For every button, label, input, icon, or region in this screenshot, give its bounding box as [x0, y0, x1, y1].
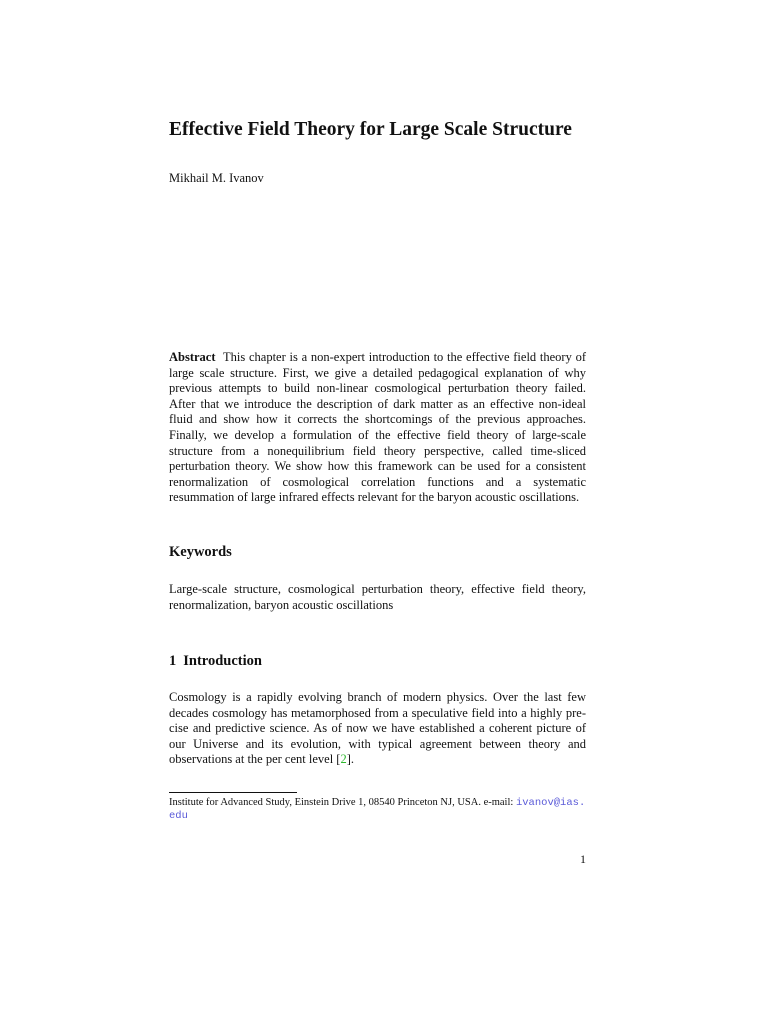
paper-title: Effective Field Theory for Large Scale Structure	[169, 119, 572, 140]
email-part-2: edu	[169, 810, 188, 822]
keywords-heading: Keywords	[169, 544, 232, 560]
introduction-text: Cosmology is a rapidly evolving branch of modern physics. Over the last few decades cosmology has metamorphosed from a speculative field into a highly precise and predictive science. As of now we have established a coherent picture of our Universe and its evolution, with typical agreement between theory and observations at the per cent level [	[169, 690, 586, 767]
citation-link[interactable]: 2	[340, 752, 347, 767]
footnote-rule	[169, 792, 297, 793]
email-part-1: ivanov@ias.	[515, 797, 586, 809]
abstract-text: This chapter is a non-expert introduction to the effective field theory of large scale structure. First, we give a detailed pedagogical explanation of why previous attempts to build non-linear cosmological perturbation theory failed. After that we introduce the description of dark matter as an effective non-ideal fluid and show how it corrects the shortcomings of the previous approaches. Finally, we develop a formulation of the effective field theory of large-scale structure from a nonequilibrium field theory perspective, called time-sliced perturbation theory. We show how this framework can be used for a consistent renormalization of cosmological correlation functions and a systematic resummation of large infrared effects relevant for the baryon acoustic oscillations.	[169, 350, 586, 505]
abstract-label: Abstract	[169, 350, 216, 364]
abstract-paragraph	[169, 350, 586, 506]
page-number: 1	[580, 852, 586, 866]
footnote-affiliation: Institute for Advanced Study, Einstein Drive 1, 08540 Princeton NJ, USA. e-mail:	[169, 797, 516, 808]
paper-page	[169, 0, 586, 1024]
introduction-text-end: ].	[346, 752, 355, 767]
author-name: Mikhail M. Ivanov	[169, 171, 264, 185]
introduction-paragraph	[169, 690, 586, 768]
keywords-text: Large-scale structure, cosmological perturbation theory, effective field theory, renormalization, baryon acoustic oscillations	[169, 582, 586, 612]
footnote	[169, 796, 586, 823]
section-heading-introduction	[169, 652, 262, 670]
section-number: 1	[169, 653, 177, 669]
section-title: Introduction	[183, 653, 262, 669]
